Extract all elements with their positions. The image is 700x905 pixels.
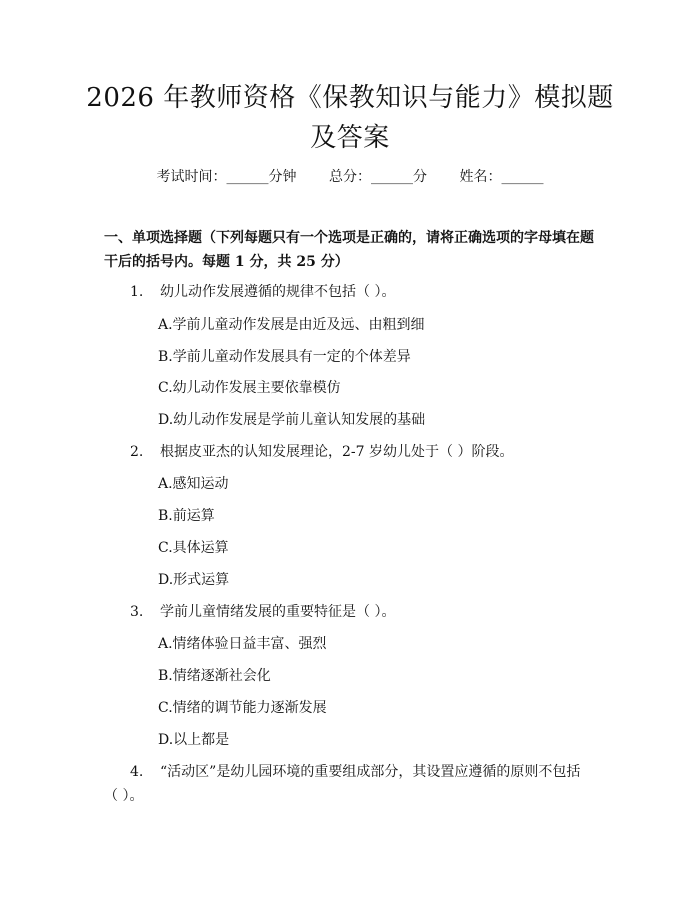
question-2 (130, 440, 513, 464)
option-2a: A.感知运动 (158, 476, 229, 492)
document-title-line-1: 2026 年教师资格《保教知识与能力》模拟题 (86, 83, 614, 113)
option-1c: C.幼儿动作发展主要依靠模仿 (158, 380, 341, 396)
question-stem: 幼儿动作发展遵循的规律不包括（ ）。 (160, 284, 396, 300)
option-1a: A.学前儿童动作发展是由近及远、由粗到细 (158, 317, 425, 333)
option-2b: B.前运算 (158, 508, 215, 524)
option-3b: B.情绪逐渐社会化 (158, 668, 271, 684)
question-4 (130, 760, 610, 784)
exam-time-field: 考试时间：______分钟 (156, 169, 297, 185)
question-3 (130, 600, 395, 624)
question-number: 2. (130, 444, 144, 460)
exam-info-line (0, 166, 700, 188)
question-number: 3. (130, 604, 144, 620)
exam-name-field: 姓名：______ (459, 169, 544, 185)
exam-score-field: 总分：______分 (329, 169, 427, 185)
question-stem: 学前儿童情绪发展的重要特征是（ ）。 (160, 604, 396, 620)
option-2d: D.形式运算 (158, 572, 230, 588)
option-3a: A.情绪体验日益丰富、强烈 (158, 636, 327, 652)
question-number: 1. (130, 284, 144, 300)
document-title (70, 78, 630, 158)
question-1 (130, 280, 395, 304)
question-number: 4. (130, 764, 144, 780)
section-heading: 一、单项选择题（下列每题只有一个选项是正确的，请将正确选项的字母填在题干后的括号内。每题 1 分，共 25 分） (104, 230, 594, 270)
option-2c: C.具体运算 (158, 540, 229, 556)
option-3d: D.以上都是 (158, 732, 230, 748)
option-1d: D.幼儿动作发展是学前儿童认知发展的基础 (158, 412, 426, 428)
question-stem: “活动区”是幼儿园环境的重要组成部分，其设置应遵循的原则不包括 (160, 764, 581, 780)
question-4-stem-continuation: （ ）。 (104, 788, 144, 804)
option-1b: B.学前儿童动作发展具有一定的个体差异 (158, 349, 411, 365)
question-stem: 根据皮亚杰的认知发展理论，2-7 岁幼儿处于（ ）阶段。 (160, 444, 514, 460)
document-title-line-2: 及答案 (310, 123, 390, 153)
option-3c: C.情绪的调节能力逐渐发展 (158, 700, 327, 716)
